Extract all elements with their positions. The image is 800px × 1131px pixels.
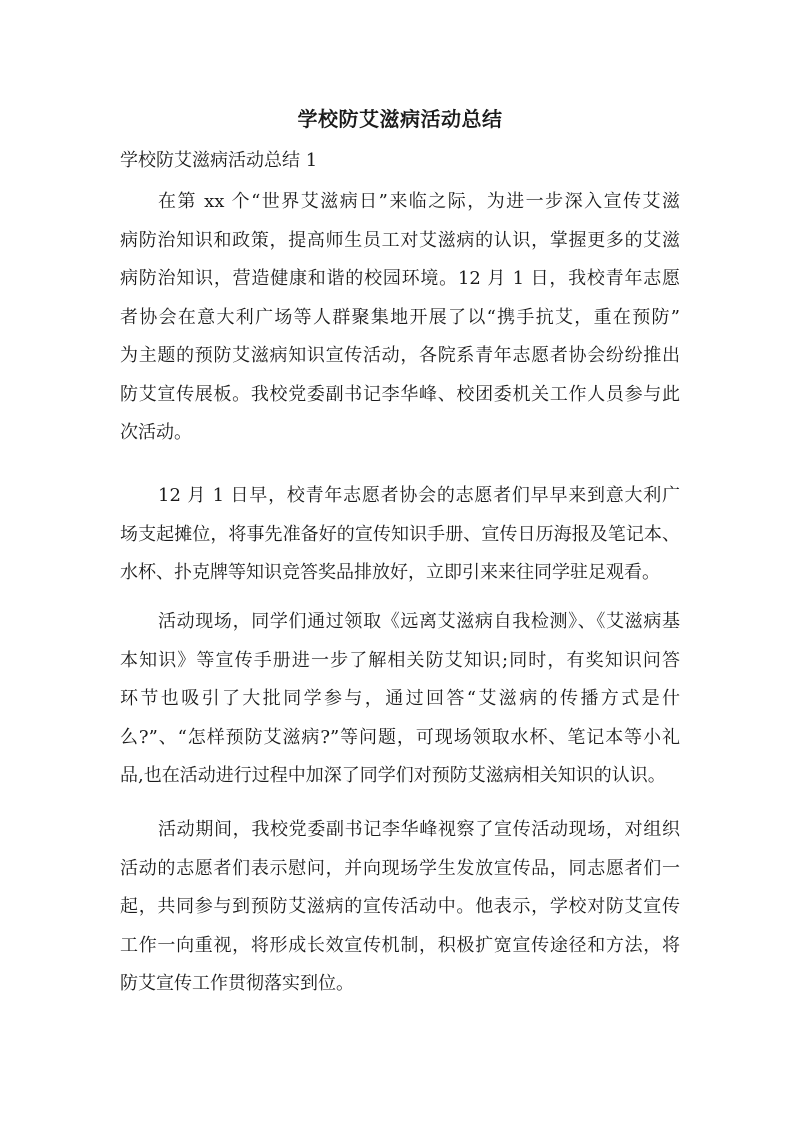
paragraph-line: 活动现场，同学们通过领取《远离艾滋病自我检测》、《艾滋病基 <box>158 611 680 632</box>
paragraph-line: 防艾宣传展板。我校党委副书记李华峰、校团委机关工作人员参与此 <box>120 383 680 405</box>
paragraph-line: 水杯、扑克牌等知识竞答奖品排放好，立即引来来往同学驻足观看。 <box>120 562 660 583</box>
paragraph-line: 本知识》等宣传手册进一步了解相关防艾知识;同时，有奖知识问答 <box>120 649 680 671</box>
paragraph-3 <box>120 603 680 796</box>
paragraph-line: 环节也吸引了大批同学参与，通过回答“艾滋病的传播方式是什 <box>120 688 680 709</box>
paragraph-line: 起，共同参与到预防艾滋病的宣传活动中。他表示，学校对防艾宣传 <box>120 896 680 917</box>
paragraph-line: 工作一向重视，将形成长效宣传机制，积极扩宽宣传途径和方法，将 <box>120 934 680 956</box>
paragraph-line: 次活动。 <box>120 422 192 443</box>
paragraph-line: 活动期间，我校党委副书记李华峰视察了宣传活动现场，对组织 <box>158 819 680 840</box>
paragraph-line: 活动的志愿者们表示慰问，并向现场学生发放宣传品，同志愿者们一 <box>120 857 680 879</box>
paragraph-line: 病防治知识和政策，提高师生员工对艾滋病的认识，掌握更多的艾滋 <box>120 229 680 251</box>
paragraph-line: 12 月 1 日早，校青年志愿者协会的志愿者们早早来到意大利广 <box>158 485 680 506</box>
paragraph-line: 场支起摊位，将事先准备好的宣传知识手册、宣传日历海报及笔记本、 <box>120 523 680 545</box>
paragraph-line: 在第 xx 个“世界艾滋病日”来临之际，为进一步深入宣传艾滋 <box>158 191 680 212</box>
paragraph-line: 病防治知识，营造健康和谐的校园环境。12 月 1 日，我校青年志愿 <box>120 268 680 289</box>
paragraph-4 <box>120 811 680 1004</box>
paragraph-line: 者协会在意大利广场等人群聚集地开展了以“携手抗艾，重在预防” <box>120 306 680 328</box>
section-heading: 学校防艾滋病活动总结 1 <box>120 150 318 171</box>
paragraph-line: 为主题的预防艾滋病知识宣传活动，各院系青年志愿者协会纷纷推出 <box>120 345 680 366</box>
paragraph-2 <box>120 477 680 593</box>
paragraph-line: 防艾宣传工作贯彻落实到位。 <box>120 973 354 994</box>
paragraph-1 <box>120 183 680 453</box>
paragraph-line: 么?”、“怎样预防艾滋病?”等问题，可现场领取水杯、笔记本等小礼 <box>120 726 680 748</box>
paragraph-line: 品,也在活动进行过程中加深了同学们对预防艾滋病相关知识的认识。 <box>120 765 666 786</box>
document-title: 学校防艾滋病活动总结 <box>297 107 503 131</box>
